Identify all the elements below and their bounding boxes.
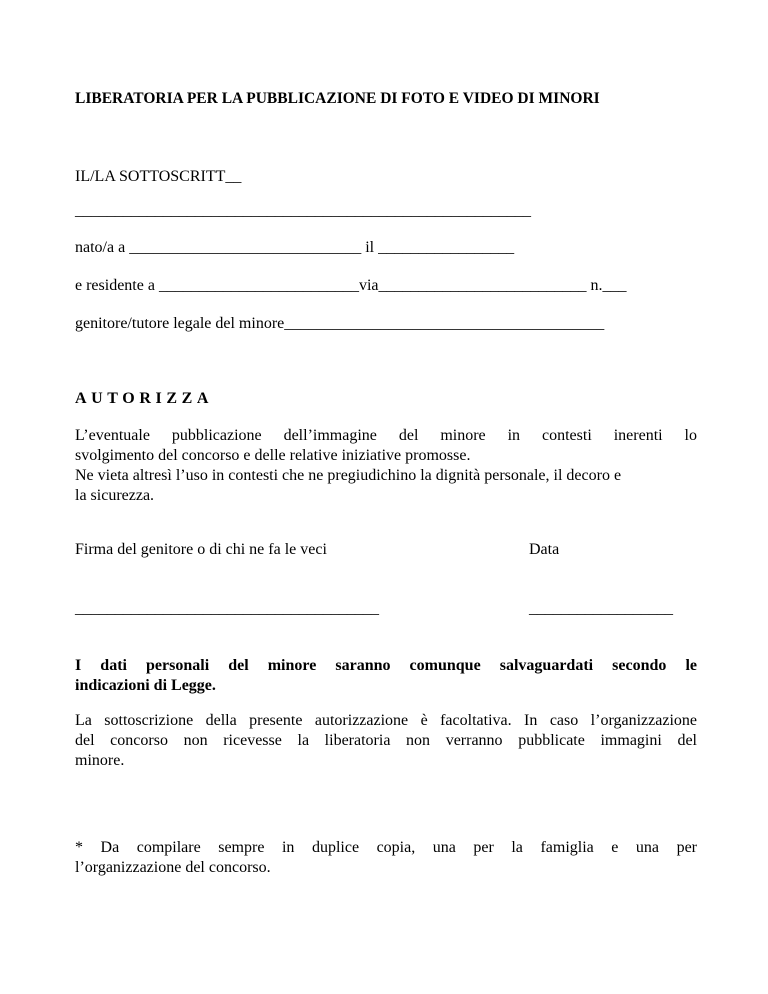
note-paragraph [75,838,697,878]
document-title: LIBERATORIA PER LA PUBBLICAZIONE DI FOTO E VIDEO DI MINORI [75,90,600,107]
authorization-line-4: la sicurezza. [75,487,155,504]
name-field-line: _________________________________________________________ [75,202,531,219]
authorization-line-2: svolgimento del concorso e delle relative iniziative promosse. [75,447,471,464]
optional-line-2: del concorso non ricevesse la liberatoria non verranno pubblicate immagini del [75,732,697,749]
residence-field-line: e residente a _________________________via__________________________ n.___ [75,277,627,294]
date-line: __________________ [529,600,673,617]
authorization-line-1: L’eventuale pubblicazione dell’immagine del minore in contesti inerenti lo [75,427,697,444]
guardian-field-line: genitore/tutore legale del minore________________________________________ [75,315,605,332]
optional-line-3: minore. [75,752,125,769]
signature-line: ______________________________________ [75,600,379,617]
birthplace-date-field-line: nato/a a _____________________________ il _________________ [75,239,515,256]
signature-label: Firma del genitore o di chi ne fa le veci [75,541,327,558]
privacy-paragraph [75,656,697,696]
sottoscritto-label: IL/LA SOTTOSCRITT__ [75,168,242,185]
note-line-1: * Da compilare sempre in duplice copia, una per la famiglia e una per [75,839,697,856]
privacy-line-1: I dati personali del minore saranno comunque salvaguardati secondo le [75,657,697,674]
date-label: Data [529,541,560,558]
optional-line-1: La sottoscrizione della presente autorizzazione è facoltativa. In caso l’organizzazione [75,712,697,729]
authorization-paragraph [75,426,697,506]
autorizza-heading: AUTORIZZA [75,390,214,407]
privacy-line-2: indicazioni di Legge. [75,677,216,694]
optional-paragraph [75,711,697,771]
note-line-2: l’organizzazione del concorso. [75,859,271,876]
authorization-line-3: Ne vieta altresì l’uso in contesti che ne pregiudichino la dignità personale, il decoro e [75,467,622,484]
